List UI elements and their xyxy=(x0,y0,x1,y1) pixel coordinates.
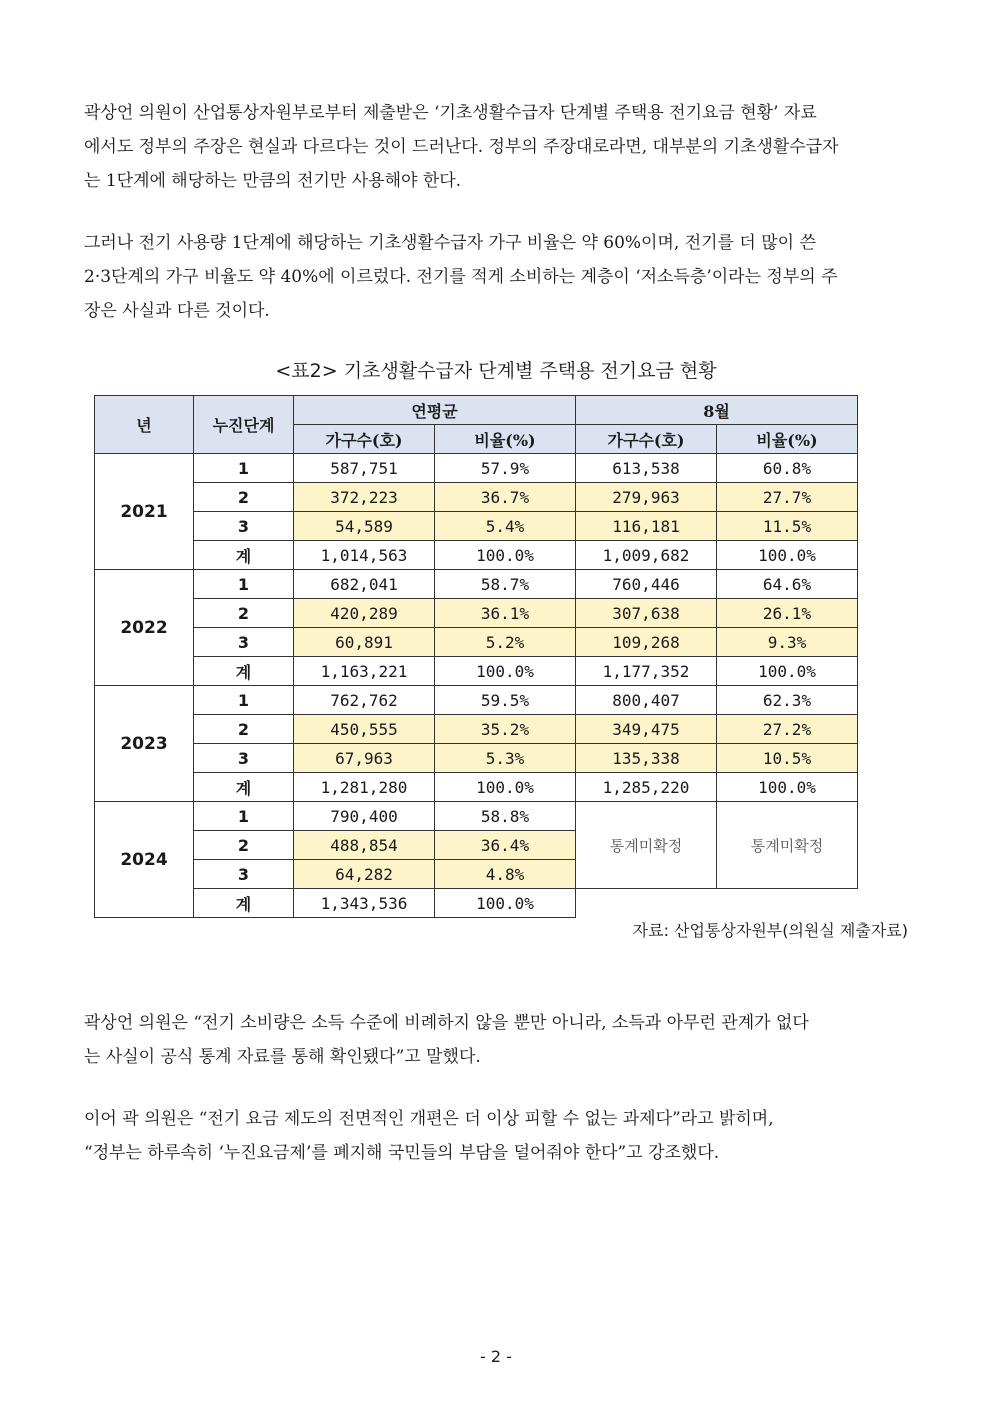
paragraph-ratio xyxy=(84,226,910,328)
august-ratio-cell: 100.0% xyxy=(717,773,858,802)
paragraph-line: 곽상언 의원이 산업통상자원부로부터 제출받은 ‘기초생활수급자 단계별 주택용 전기요금 현황’ 자료 xyxy=(84,103,817,123)
tier-total-cell: 계 xyxy=(194,773,294,802)
annual-households-cell: 682,041 xyxy=(294,570,435,599)
august-households-cell: 109,268 xyxy=(576,628,717,657)
annual-households-cell: 488,854 xyxy=(294,831,435,860)
tier-cell: 1 xyxy=(194,570,294,599)
august-households-cell: 1,009,682 xyxy=(576,541,717,570)
annual-households-cell: 1,014,563 xyxy=(294,541,435,570)
tier-cell: 3 xyxy=(194,744,294,773)
annual-ratio-cell: 100.0% xyxy=(435,541,576,570)
year-cell: 2021 xyxy=(95,454,194,570)
empty-cell xyxy=(576,889,717,918)
annual-ratio-cell: 58.8% xyxy=(435,802,576,831)
table-row xyxy=(95,512,858,541)
annual-households-cell: 420,289 xyxy=(294,599,435,628)
paragraph-quote-1 xyxy=(84,1006,910,1074)
tier-cell: 2 xyxy=(194,483,294,512)
tier-cell: 3 xyxy=(194,860,294,889)
august-ratio-cell: 27.2% xyxy=(717,715,858,744)
paragraph-line: “정부는 하루속히 ‘누진요금제’를 폐지해 국민들의 부담을 덜어줘야 한다”고 강조했다. xyxy=(84,1143,720,1163)
august-households-cell: 1,285,220 xyxy=(576,773,717,802)
paragraph-line: 는 사실이 공식 통계 자료를 통해 확인됐다”고 말했다. xyxy=(84,1047,481,1067)
table-row xyxy=(95,454,858,483)
table-row xyxy=(95,570,858,599)
paragraph-quote-2 xyxy=(84,1102,910,1170)
paragraph-line: 는 1단계에 해당하는 만큼의 전기만 사용해야 한다. xyxy=(84,171,462,191)
paragraph-line: 이어 곽 의원은 “전기 요금 제도의 전면적인 개편은 더 이상 피할 수 없는 과제다”라고 밝히며, xyxy=(84,1109,774,1129)
tier-cell: 2 xyxy=(194,715,294,744)
annual-ratio-cell: 5.2% xyxy=(435,628,576,657)
paragraph-line: 2·3단계의 가구 비율도 약 40%에 이르렀다. 전기를 적게 소비하는 계층이 ‘저소득층’이라는 정부의 주 xyxy=(84,267,838,287)
august-ratio-cell: 11.5% xyxy=(717,512,858,541)
annual-ratio-cell: 58.7% xyxy=(435,570,576,599)
tier-total-cell: 계 xyxy=(194,889,294,918)
tier-cell: 2 xyxy=(194,831,294,860)
august-ratio-pending: 통계미확정 xyxy=(717,802,858,889)
paragraph-line: 장은 사실과 다른 것이다. xyxy=(84,301,270,321)
annual-ratio-cell: 36.7% xyxy=(435,483,576,512)
paragraph-line: 에서도 정부의 주장은 현실과 다르다는 것이 드러난다. 정부의 주장대로라면, 대부분의 기초생활수급자 xyxy=(84,137,839,157)
annual-ratio-cell: 100.0% xyxy=(435,657,576,686)
annual-households-cell: 64,282 xyxy=(294,860,435,889)
table-row xyxy=(95,773,858,802)
table-row xyxy=(95,483,858,512)
tier-cell: 2 xyxy=(194,599,294,628)
august-ratio-cell: 100.0% xyxy=(717,657,858,686)
empty-cell xyxy=(717,889,858,918)
table-row xyxy=(95,889,858,918)
tier-cell: 3 xyxy=(194,512,294,541)
annual-ratio-cell: 36.1% xyxy=(435,599,576,628)
annual-households-cell: 67,963 xyxy=(294,744,435,773)
annual-ratio-cell: 5.3% xyxy=(435,744,576,773)
table-row xyxy=(95,657,858,686)
august-households-cell: 1,177,352 xyxy=(576,657,717,686)
august-ratio-cell: 100.0% xyxy=(717,541,858,570)
tier-cell: 1 xyxy=(194,454,294,483)
annual-households-cell: 450,555 xyxy=(294,715,435,744)
annual-households-cell: 1,343,536 xyxy=(294,889,435,918)
annual-ratio-cell: 57.9% xyxy=(435,454,576,483)
annual-households-cell: 790,400 xyxy=(294,802,435,831)
august-households-cell: 307,638 xyxy=(576,599,717,628)
tier-cell: 1 xyxy=(194,802,294,831)
table-source-note: 자료: 산업통상자원부(의원실 제출자료) xyxy=(632,921,908,940)
table-row xyxy=(95,628,858,657)
annual-ratio-cell: 36.4% xyxy=(435,831,576,860)
header-annual-ratio: 비율(%) xyxy=(435,425,576,454)
year-cell: 2024 xyxy=(95,802,194,918)
august-ratio-cell: 26.1% xyxy=(717,599,858,628)
annual-ratio-cell: 59.5% xyxy=(435,686,576,715)
august-ratio-cell: 62.3% xyxy=(717,686,858,715)
august-ratio-cell: 27.7% xyxy=(717,483,858,512)
header-annual-households: 가구수(호) xyxy=(294,425,435,454)
tier-total-cell: 계 xyxy=(194,541,294,570)
annual-households-cell: 1,281,280 xyxy=(294,773,435,802)
august-households-cell: 613,538 xyxy=(576,454,717,483)
annual-ratio-cell: 5.4% xyxy=(435,512,576,541)
paragraph-intro xyxy=(84,96,910,198)
august-households-cell: 349,475 xyxy=(576,715,717,744)
annual-ratio-cell: 100.0% xyxy=(435,773,576,802)
annual-households-cell: 1,163,221 xyxy=(294,657,435,686)
header-annual: 연평균 xyxy=(294,396,576,425)
table-row xyxy=(95,802,858,831)
table-caption: <표2> 기초생활수급자 단계별 주택용 전기요금 현황 xyxy=(275,360,717,382)
august-households-cell: 279,963 xyxy=(576,483,717,512)
annual-ratio-cell: 100.0% xyxy=(435,889,576,918)
table-row xyxy=(95,744,858,773)
august-ratio-cell: 9.3% xyxy=(717,628,858,657)
header-tier: 누진단계 xyxy=(194,396,294,454)
header-august-households: 가구수(호) xyxy=(576,425,717,454)
table-row xyxy=(95,715,858,744)
august-ratio-cell: 64.6% xyxy=(717,570,858,599)
annual-households-cell: 587,751 xyxy=(294,454,435,483)
annual-households-cell: 372,223 xyxy=(294,483,435,512)
table-row xyxy=(95,686,858,715)
year-cell: 2023 xyxy=(95,686,194,802)
electricity-tier-table xyxy=(94,395,858,918)
paragraph-line: 그러나 전기 사용량 1단계에 해당하는 기초생활수급자 가구 비율은 약 60%이며, 전기를 더 많이 쓴 xyxy=(84,233,816,253)
year-cell: 2022 xyxy=(95,570,194,686)
august-households-pending: 통계미확정 xyxy=(576,802,717,889)
paragraph-line: 곽상언 의원은 “전기 소비량은 소득 수준에 비례하지 않을 뿐만 아니라, 소득과 아무런 관계가 없다 xyxy=(84,1013,809,1033)
august-households-cell: 760,446 xyxy=(576,570,717,599)
header-august-ratio: 비율(%) xyxy=(717,425,858,454)
august-households-cell: 135,338 xyxy=(576,744,717,773)
annual-ratio-cell: 35.2% xyxy=(435,715,576,744)
header-august: 8월 xyxy=(576,396,858,425)
annual-ratio-cell: 4.8% xyxy=(435,860,576,889)
header-year: 년 xyxy=(95,396,194,454)
august-households-cell: 800,407 xyxy=(576,686,717,715)
annual-households-cell: 762,762 xyxy=(294,686,435,715)
august-ratio-cell: 60.8% xyxy=(717,454,858,483)
table-row xyxy=(95,599,858,628)
table-row xyxy=(95,541,858,570)
tier-total-cell: 계 xyxy=(194,657,294,686)
annual-households-cell: 54,589 xyxy=(294,512,435,541)
august-ratio-cell: 10.5% xyxy=(717,744,858,773)
annual-households-cell: 60,891 xyxy=(294,628,435,657)
tier-cell: 1 xyxy=(194,686,294,715)
tier-cell: 3 xyxy=(194,628,294,657)
august-households-cell: 116,181 xyxy=(576,512,717,541)
page-number: - 2 - xyxy=(480,1347,512,1366)
